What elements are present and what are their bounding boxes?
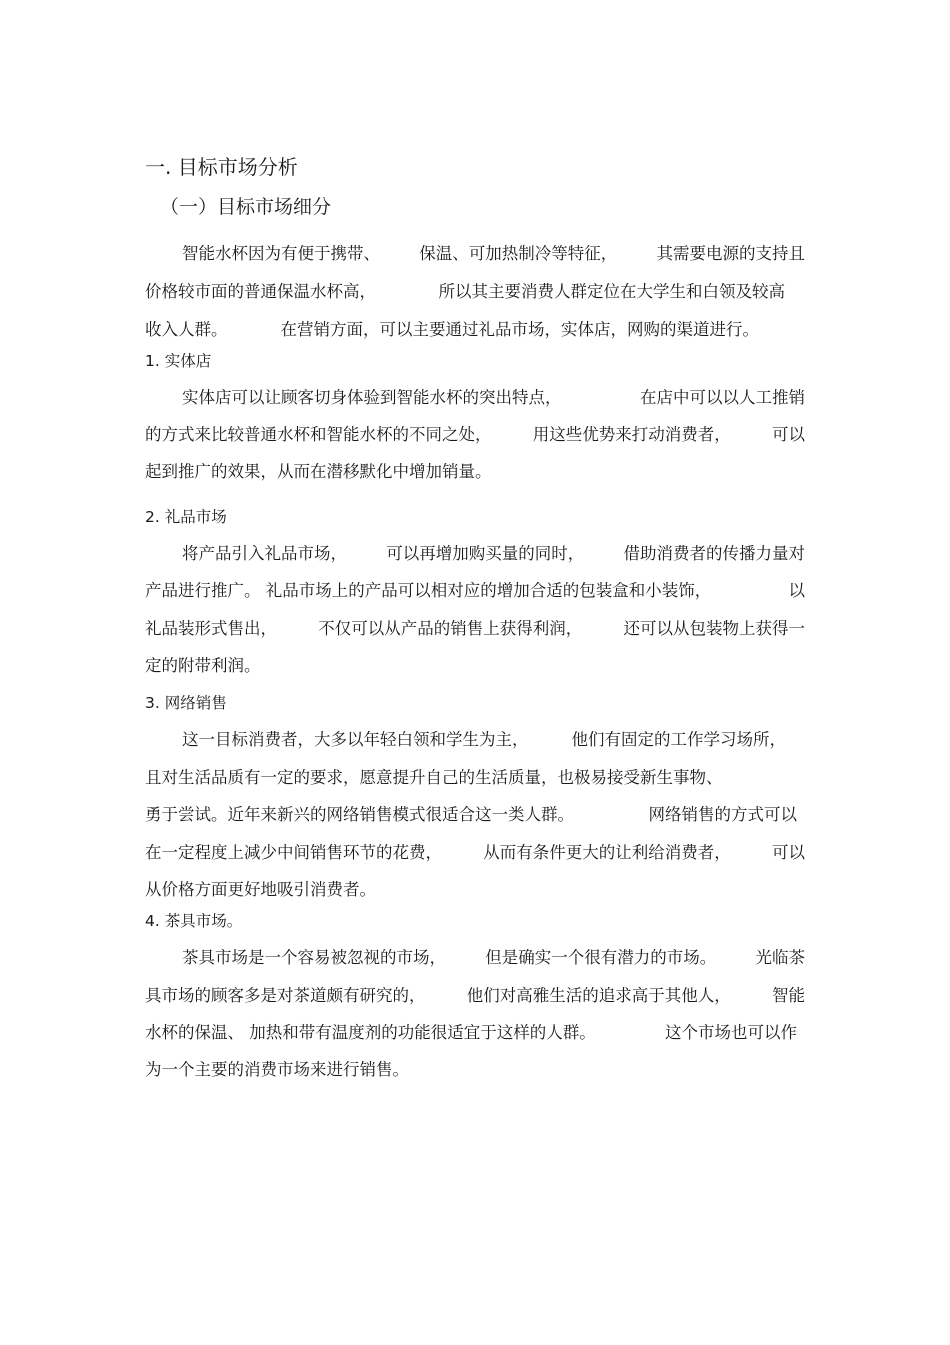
item-2-line-2-part-2: 以 (788, 581, 805, 600)
item-4-line-2-part-1: 具市场的顾客多是对茶道颇有研究的， (145, 986, 426, 1005)
item-2-line-4: 定的附带利润。 (145, 656, 261, 675)
item-3-line-4-part-1: 在一定程度上减少中间销售环节的花费， (145, 843, 442, 862)
item-2-line-1-part-1: 将产品引入礼品市场， (182, 544, 347, 563)
item-1-line-1-part-2: 在店中可以以人工推销 (640, 388, 805, 407)
item-4-line-2 (145, 985, 805, 1007)
item-4-line-1-part-1: 茶具市场是一个容易被忽视的市场， (182, 948, 446, 967)
item-3-line-3 (145, 804, 797, 826)
item-3-line-5: 从价格方面更好地吸引消费者。 (145, 880, 376, 899)
item-3-line-4-part-2: 从而有条件更大的让利给消费者， (483, 843, 731, 862)
item-3-line-4-part-3: 可以 (772, 843, 805, 862)
item-4-line-4: 为一个主要的消费市场来进行销售。 (145, 1060, 409, 1079)
item-3-line-1 (182, 729, 786, 751)
intro-line-2-part-2: 所以其主要消费人群定位在大学生和白领及较高 (438, 282, 785, 301)
item-4-line-1 (182, 947, 805, 969)
item-2-line-3 (145, 618, 805, 640)
item-3-line-1-part-2: 他们有固定的工作学习场所， (571, 730, 786, 749)
item-1-heading: 1. 实体店 (145, 352, 212, 370)
intro-line-3-part-1: 收入人群。 (145, 320, 228, 339)
item-3-heading: 3. 网络销售 (145, 694, 227, 712)
item-4-heading: 4. 茶具市场。 (145, 912, 243, 930)
item-4-line-2-part-2: 他们对高雅生活的追求高于其他人， (466, 986, 731, 1005)
item-3-line-3-part-1: 勇于尝试。近年来新兴的网络销售模式很适合这一类人群。 (145, 805, 574, 824)
item-1-line-1-part-1: 实体店可以让顾客切身体验到智能水杯的突出特点， (182, 388, 562, 407)
item-4-line-1-part-3: 光临茶 (755, 948, 805, 967)
intro-line-1-part-2: 保温、可加热制冷等特征， (419, 244, 618, 263)
item-2-line-3-part-3: 还可以从包装物上获得一 (623, 619, 805, 638)
item-1-line-2-part-1: 的方式来比较普通水杯和智能水杯的不同之处， (145, 425, 492, 444)
intro-line-1-part-3: 其需要电源的支持且 (656, 244, 805, 263)
intro-line-1 (182, 243, 805, 265)
item-2-line-1-part-2: 可以再增加购买量的同时， (386, 544, 585, 563)
item-4-line-3-part-1: 水杯的保温、 加热和带有温度剂的功能很适宜于这样的人群。 (145, 1023, 596, 1042)
intro-line-2 (145, 281, 785, 303)
item-3-line-2: 且对生活品质有一定的要求，愿意提升自己的生活质量，也极易接受新生事物、 (145, 768, 723, 787)
item-4-line-1-part-2: 但是确实一个很有潜力的市场。 (485, 948, 717, 967)
item-1-line-1 (182, 387, 805, 409)
intro-line-3-part-2: 在营销方面，可以主要通过礼品市场，实体店，网购的渠道进行。 (280, 320, 759, 339)
item-2-line-1 (182, 543, 805, 565)
item-2-line-2 (145, 580, 805, 602)
intro-line-1-part-1: 智能水杯因为有便于携带、 (182, 244, 380, 263)
item-2-line-2-part-1: 产品进行推广。 礼品市场上的产品可以相对应的增加合适的包装盒和小装饰， (145, 581, 712, 600)
item-2-line-3-part-2: 不仅可以从产品的销售上获得利润， (318, 619, 583, 638)
item-2-heading: 2. 礼品市场 (145, 508, 227, 526)
section-title: 一. 目标市场分析 (145, 155, 298, 179)
item-2-line-1-part-3: 借助消费者的传播力量对 (623, 544, 805, 563)
item-1-line-2 (145, 424, 805, 446)
intro-line-2-part-1: 价格较市面的普通保温水杯高， (145, 282, 376, 301)
item-1-line-2-part-2: 用这些优势来打动消费者， (532, 425, 731, 444)
item-1-line-3: 起到推广的效果，从而在潜移默化中增加销量。 (145, 462, 492, 481)
item-4-line-3 (145, 1022, 797, 1044)
intro-line-3 (145, 319, 759, 341)
item-3-line-3-part-2: 网络销售的方式可以 (648, 805, 797, 824)
item-2-line-3-part-1: 礼品装形式售出， (145, 619, 277, 638)
item-3-line-4 (145, 842, 805, 864)
item-1-line-2-part-3: 可以 (772, 425, 805, 444)
item-4-line-3-part-2: 这个市场也可以作 (665, 1023, 797, 1042)
section-subtitle: （一）目标市场细分 (160, 196, 332, 218)
item-3-line-1-part-1: 这一目标消费者，大多以年轻白领和学生为主， (182, 730, 529, 749)
item-4-line-2-part-3: 智能 (772, 986, 805, 1005)
